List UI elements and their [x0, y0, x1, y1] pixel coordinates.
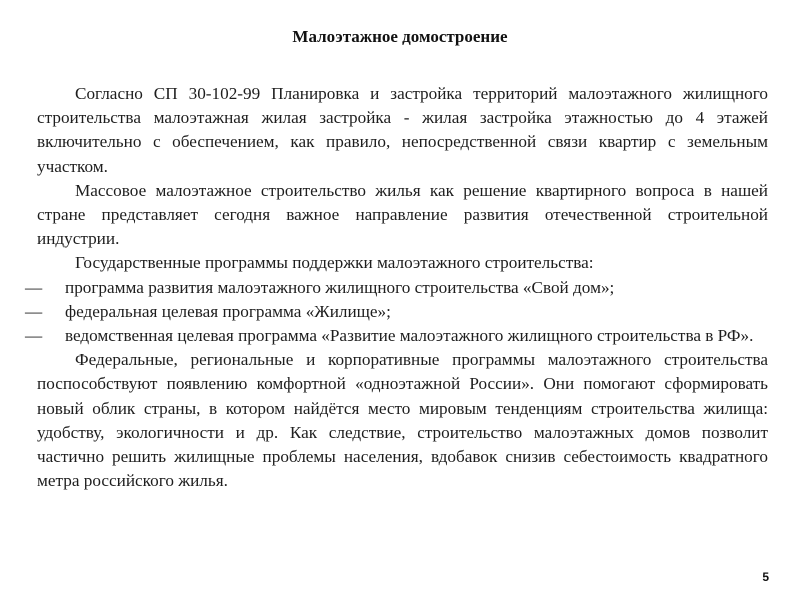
slide-body [25, 82, 768, 493]
dash-bullet: — [25, 326, 43, 346]
paragraph-definition: Согласно СП 30-102-99 Планировка и застройка территорий малоэтажного жилищного строительства малоэтажная жилая застройка - жилая застройка этажностью до 4 этажей включительно с обеспечением, как правило, непосредственной связи квартир с земельным участком. [37, 84, 768, 176]
list-item [25, 300, 768, 324]
paragraph-mass-construction: Массовое малоэтажное строительство жилья как решение квартирного вопроса в нашей стране представляет сегодня важное направление развития отечественной строительной индустрии. [37, 180, 768, 249]
page-number: 5 [762, 570, 769, 584]
list-item [25, 324, 768, 348]
slide-title: Малоэтажное домостроение [292, 27, 508, 46]
programs-list [25, 276, 768, 349]
list-item [25, 276, 768, 300]
dash-bullet: — [25, 301, 43, 321]
paragraph-programs-intro: Государственные программы поддержки малоэтажного строительства: [75, 253, 594, 273]
paragraph-closing: Федеральные, региональные и корпоративные программы малоэтажного строительства поспособствуют появлению комфортной «одноэтажной России». Они помогают сформировать новый облик страны, в котором найдётся место мировым тенденциям строительства жилища: удобству, экологичности и др. Как следствие, строительство малоэтажных домов позволит частично решить жилищные проблемы населения, вдобавок снизив себестоимость квадратного метра российского жилья. [37, 350, 768, 491]
list-item-text: ведомственная целевая программа «Развитие малоэтажного жилищного строительства в РФ». [65, 326, 754, 346]
list-item-text: федеральная целевая программа «Жилище»; [65, 301, 391, 321]
dash-bullet: — [25, 277, 43, 297]
list-item-text: программа развития малоэтажного жилищного строительства «Свой дом»; [65, 277, 615, 297]
